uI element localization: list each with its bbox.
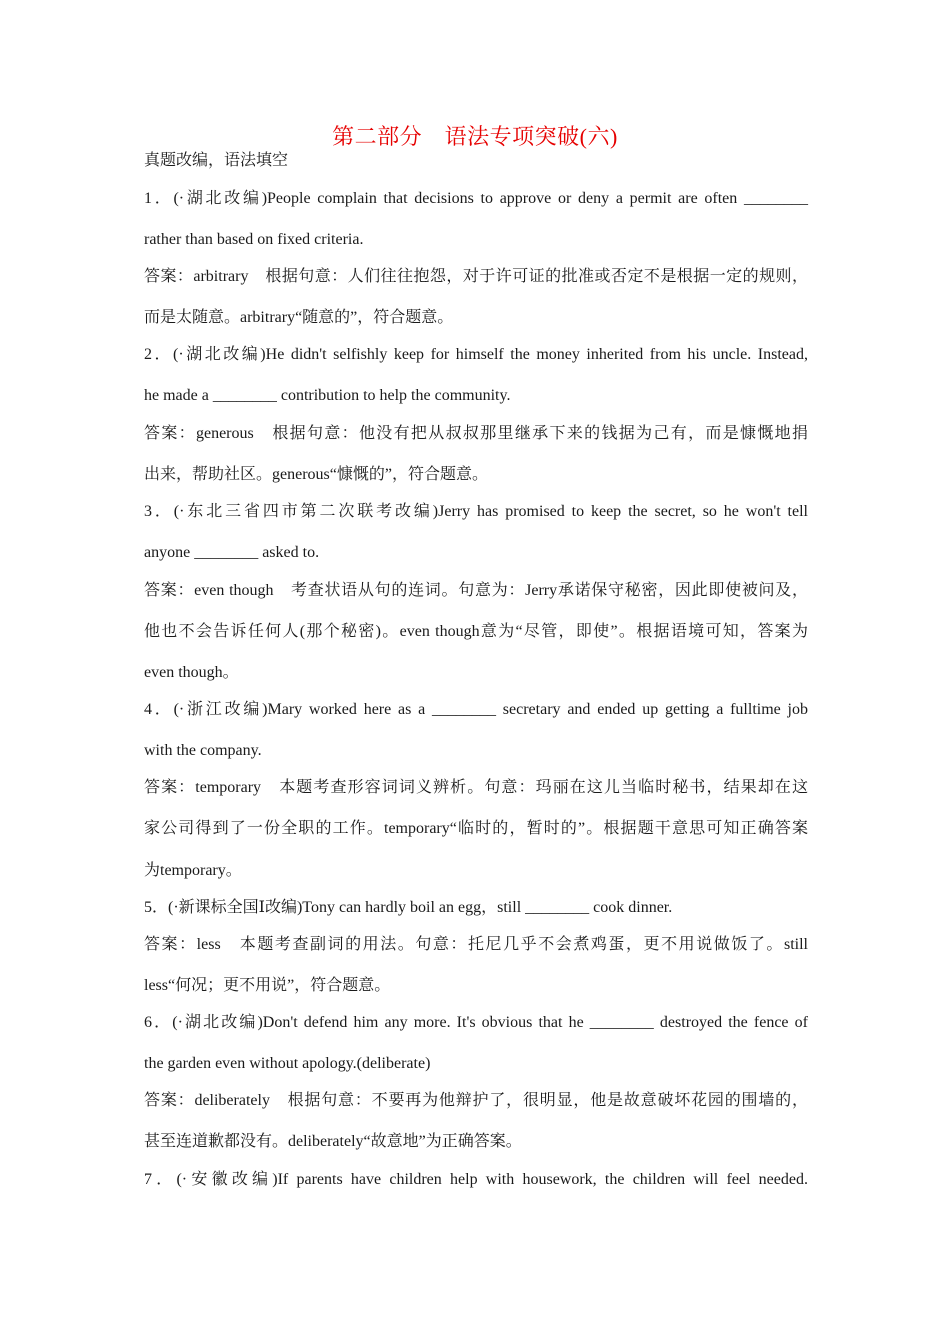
answer-2-cont: 出来，帮助社区。generous“慷慨的”，符合题意。 bbox=[144, 466, 488, 483]
answer-3: 答案：even though 考查状语从句的连词。句意为：Jerry承诺保守秘密，因此即使被问及， bbox=[144, 582, 808, 599]
question-6-text: 6．(·湖北改编)Don't defend him any more. It's obvious that he ________ destroyed the fence of bbox=[144, 1014, 808, 1031]
question-1-text-cont: rather than based on fixed criteria. bbox=[144, 231, 364, 248]
question-7-text: 7．(·安徽改编)If parents have children help with housework, the children will feel needed. bbox=[144, 1171, 808, 1188]
question-6-text-cont: the garden even without apology.(deliberate) bbox=[144, 1055, 431, 1072]
question-4-text: 4．(·浙江改编)Mary worked here as a ________ secretary and ended up getting a fulltime job bbox=[144, 701, 808, 718]
answer-3-end: even though。 bbox=[144, 664, 239, 681]
question-2-text: 2．(·湖北改编)He didn't selfishly keep for himself the money inherited from his uncle. Instead, bbox=[144, 346, 808, 363]
answer-4: 答案：temporary 本题考查形容词词义辨析。句意：玛丽在这儿当临时秘书，结果却在这 bbox=[144, 779, 808, 796]
question-3-text-cont: anyone ________ asked to. bbox=[144, 544, 320, 561]
answer-2: 答案：generous 根据句意：他没有把从叔叔那里继承下来的钱据为己有，而是慷慨地捐 bbox=[144, 425, 808, 442]
answer-1: 答案：arbitrary 根据句意：人们往往抱怨，对于许可证的批准或否定不是根据一定的规则， bbox=[144, 268, 808, 285]
answer-6-cont: 甚至连道歉都没有。deliberately“故意地”为正确答案。 bbox=[144, 1133, 522, 1150]
answer-6: 答案：deliberately 根据句意：不要再为他辩护了，很明显，他是故意破坏花园的围墙的， bbox=[144, 1092, 808, 1109]
question-4-text-cont: with the company. bbox=[144, 742, 262, 759]
question-5-text: 5．(·新课标全国Ⅰ改编)Tony can hardly boil an egg，still ________ cook dinner. bbox=[144, 899, 673, 916]
page-title: 第二部分 语法专项突破(六) bbox=[332, 124, 618, 149]
answer-3-cont: 他也不会告诉任何人(那个秘密)。even though意为“尽管，即使”。根据语境可知，答案为 bbox=[144, 623, 808, 640]
answer-4-end: 为temporary。 bbox=[144, 862, 242, 879]
question-1-text: 1．(·湖北改编)People complain that decisions to approve or deny a permit are often ________ bbox=[144, 190, 808, 207]
section-subtitle: 真题改编，语法填空 bbox=[144, 152, 289, 169]
answer-5: 答案：less 本题考查副词的用法。句意：托尼几乎不会煮鸡蛋，更不用说做饭了。still bbox=[144, 936, 808, 953]
answer-4-cont: 家公司得到了一份全职的工作。temporary“临时的，暂时的”。根据题干意思可知正确答案 bbox=[144, 820, 808, 837]
question-2-text-cont: he made a ________ contribution to help the community. bbox=[144, 387, 511, 404]
question-3-text: 3．(·东北三省四市第二次联考改编)Jerry has promised to keep the secret, so he won't tell bbox=[144, 503, 808, 520]
answer-5-cont: less“何况；更不用说”，符合题意。 bbox=[144, 977, 391, 994]
answer-1-cont: 而是太随意。arbitrary“随意的”，符合题意。 bbox=[144, 309, 454, 326]
